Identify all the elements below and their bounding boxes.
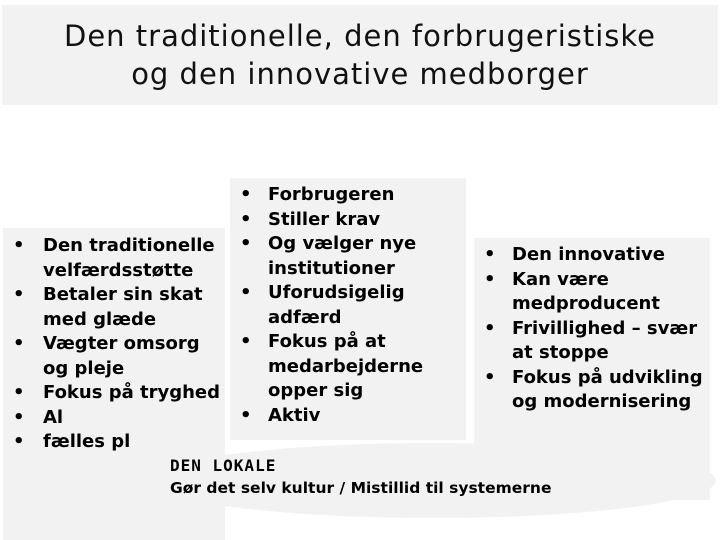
bullet-item bbox=[474, 317, 710, 366]
bullet-item bbox=[230, 404, 466, 429]
bullet-item bbox=[3, 234, 225, 283]
bullet-icon: • bbox=[13, 284, 25, 305]
bullet-icon: • bbox=[13, 235, 25, 256]
banner-heading: DEN LOKALE bbox=[170, 456, 277, 475]
bullet-item bbox=[230, 232, 466, 281]
bullet-icon: • bbox=[484, 366, 496, 388]
bullet-item bbox=[3, 430, 225, 455]
bullet-icon: • bbox=[484, 244, 496, 265]
bullet-item bbox=[230, 330, 466, 404]
bullet-list-traditional bbox=[3, 228, 225, 455]
bullet-list-consumer bbox=[230, 178, 466, 428]
title-box bbox=[2, 5, 718, 105]
bullet-text: Fokus på at medarbejderne opper sig bbox=[268, 331, 424, 401]
bullet-icon: • bbox=[13, 406, 25, 428]
bullet-item bbox=[474, 243, 710, 268]
bullet-text: Al bbox=[43, 406, 64, 428]
banner-subtitle: Gør det selv kultur / Mistillid til systemerne bbox=[170, 479, 552, 497]
bullet-icon: • bbox=[240, 331, 252, 352]
bullet-item bbox=[230, 208, 466, 233]
bullet-text: fælles pl bbox=[43, 431, 131, 452]
bullet-item bbox=[3, 283, 225, 332]
bullet-icon: • bbox=[13, 333, 25, 354]
bullet-item bbox=[474, 366, 710, 415]
bullet-icon: • bbox=[13, 382, 25, 403]
bullet-text: Kan være medproducent bbox=[512, 268, 660, 314]
bullet-icon: • bbox=[240, 184, 252, 205]
bullet-text: Den innovative bbox=[512, 244, 665, 265]
slide-title: Den traditionelle, den forbrugeristiske og den innovative medborger bbox=[64, 19, 656, 91]
bullet-item bbox=[230, 281, 466, 330]
bullet-text: Frivillighed – svær at stoppe bbox=[512, 317, 698, 363]
bullet-text: Vægter omsorg og pleje bbox=[43, 333, 200, 379]
bullet-item bbox=[3, 406, 225, 431]
bullet-icon: • bbox=[240, 233, 252, 254]
bullet-text: Fokus på udvikling og modernisering bbox=[512, 366, 703, 412]
bullet-item bbox=[3, 332, 225, 381]
column-consumer bbox=[230, 178, 466, 440]
bullet-text: Forbrugeren bbox=[268, 184, 395, 205]
bullet-icon: • bbox=[484, 268, 496, 290]
bullet-text: Stiller krav bbox=[268, 208, 381, 230]
bullet-icon: • bbox=[240, 282, 252, 303]
bullet-icon: • bbox=[240, 404, 252, 426]
bullet-text: Betaler sin skat med glæde bbox=[43, 284, 203, 330]
bullet-text: Uforudsigelig adfærd bbox=[268, 282, 405, 328]
bullet-text: Fokus på tryghed bbox=[43, 382, 221, 403]
bullet-item bbox=[230, 183, 466, 208]
bullet-list-innovative bbox=[474, 238, 710, 415]
bullet-icon: • bbox=[240, 208, 252, 230]
bullet-item bbox=[474, 268, 710, 317]
bullet-item bbox=[3, 381, 225, 406]
bullet-text: Aktiv bbox=[268, 404, 321, 426]
bullet-icon: • bbox=[13, 431, 25, 452]
bullet-text: Den traditionelle velfærdsstøtte bbox=[43, 235, 215, 281]
bullet-icon: • bbox=[484, 317, 496, 339]
bullet-text: Og vælger nye institutioner bbox=[268, 233, 417, 279]
